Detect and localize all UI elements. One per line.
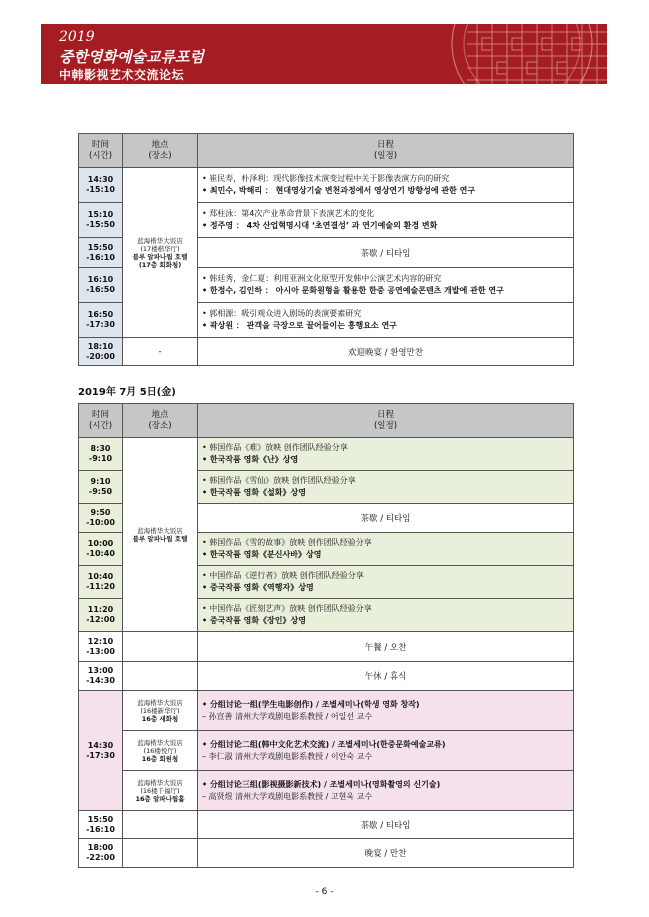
time-cell: 9:50 -10:00	[79, 504, 123, 533]
time-cell: 15:50 -16:10	[79, 811, 123, 839]
agenda-cell: • 分组讨论二组(韩中文化艺术交流) / 조별세미나(한중문화예술교류) – 李仁淑 清州大学戏剧电影系教授 / 이안숙 교수	[198, 731, 574, 771]
time-cell: 9:10 -9:50	[79, 471, 123, 504]
time-cell: 16:10 -16:50	[79, 268, 123, 303]
time-cell: 8:30 -9:10	[79, 438, 123, 471]
agenda-cell: • 崔民寿，朴泽利：现代影像技术演变过程中关于影像表演方向的研究 • 최민수, 박해리 ： 현대영상기술 변천과정에서 영상연기 방향성에 관한 연구	[198, 168, 574, 203]
schedule-table-day2	[78, 403, 574, 868]
agenda-cell: 茶歇 / 티타임	[198, 811, 574, 839]
agenda-cell: • 中国作品《匠刻艺声》放映 创作团队经验分享 • 중국작품 영화《장인》상영	[198, 599, 574, 632]
agenda-cell: 午餐 / 오찬	[198, 632, 574, 662]
table-row	[79, 771, 574, 811]
agenda-header: 日程 (일정)	[198, 134, 574, 168]
venue-cell: 蓝海楷华大饭店 (17楼楷华厅) 블루 알파나웜 호텔 (17층 회화청)	[123, 168, 198, 338]
time-cell: 18:00 -22:00	[79, 839, 123, 868]
date-heading: 2019年 7月 5日(金)	[78, 387, 176, 398]
agenda-cell: 茶歇 / 티타임	[198, 504, 574, 533]
venue-cell	[123, 632, 198, 662]
table-row	[79, 338, 574, 366]
banner	[41, 24, 607, 84]
agenda-cell: 茶歇 / 티타임	[198, 238, 574, 268]
table-row	[79, 438, 574, 471]
venue-cell: 蓝海楷华大饭店 (16楼新华厅) 16층 새화청	[123, 691, 198, 731]
schedule-table-day1	[78, 133, 574, 366]
agenda-cell: • 韩国作品《雪仙》放映 创作团队经验分享 • 한국작품 영화《설화》상영	[198, 471, 574, 504]
venue-cell: 蓝海楷华大饭店 블루 알파나웜 호텔	[123, 438, 198, 632]
table-row	[79, 632, 574, 662]
agenda-cell: • 分组讨论一组(学生电影创作) / 조별세미나(학생 영화 창작) – 孙宣善 清州大学戏剧电影系教授 / 어일선 교수	[198, 691, 574, 731]
venue-cell: -	[123, 338, 198, 366]
banner-year: 2019	[59, 29, 95, 45]
agenda-cell: • 韩廷秀，金仁夏：利用亚洲文化原型开发韩中公演艺术内容的研究 • 한정수, 김인하 ： 아시아 문화원형을 활용한 한중 공연예술콘텐츠 개발에 관한 연구	[198, 268, 574, 303]
time-cell: 11:20 -12:00	[79, 599, 123, 632]
lattice-pattern-icon	[447, 24, 607, 84]
table-header-row	[79, 404, 574, 438]
banner-title-chinese: 中韩影视艺术交流论坛	[59, 68, 185, 82]
venue-header: 地点 (장소)	[123, 134, 198, 168]
venue-cell	[123, 662, 198, 691]
agenda-cell: 午休 / 휴식	[198, 662, 574, 691]
time-header: 时间 (시간)	[79, 134, 123, 168]
time-header: 时间 (시간)	[79, 404, 123, 438]
agenda-cell: • 韩国作品《雪的故事》放映 创作团队经验分享 • 한국작품 영화《분신사바》상영	[198, 533, 574, 566]
table-header-row	[79, 134, 574, 168]
agenda-cell: • 中国作品《逆行者》放映 创作团队经验分享 • 중국작품 영화《역행자》상영	[198, 566, 574, 599]
agenda-cell: • 郑柱泳：第4次产业革命背景下表演艺术的变化 • 정주영 ： 4차 산업혁명시대 ‘초연결성’ 과 연기예술의 환경 변화	[198, 203, 574, 238]
table-row	[79, 168, 574, 203]
banner-title-korean: 중한영화예술교류포럼	[59, 48, 204, 66]
venue-cell: 蓝海楷华大饭店 (16楼悦厅) 16층 회원청	[123, 731, 198, 771]
agenda-cell: • 韩国作品《难》放映 创作团队经验分享 • 한국작품 영화《난》상영	[198, 438, 574, 471]
time-cell: 10:00 -10:40	[79, 533, 123, 566]
time-cell: 14:30 -15:10	[79, 168, 123, 203]
table-row	[79, 731, 574, 771]
time-cell: 18:10 -20:00	[79, 338, 123, 366]
agenda-cell: 晚宴 / 만찬	[198, 839, 574, 868]
time-cell: 13:00 -14:30	[79, 662, 123, 691]
table-row	[79, 691, 574, 731]
venue-header: 地点 (장소)	[123, 404, 198, 438]
time-cell: 15:50 -16:10	[79, 238, 123, 268]
time-cell: 14:30 -17:30	[79, 691, 123, 811]
table-row	[79, 839, 574, 868]
agenda-cell: 欢迎晚宴 / 환영만찬	[198, 338, 574, 366]
table-row	[79, 662, 574, 691]
agenda-cell: • 郭相源：吸引观众进入剧场的表演要素研究 • 곽상원 ： 관객을 극장으로 끌어들이는 흥행요소 연구	[198, 303, 574, 338]
agenda-cell: • 分组讨论三组(影视摄影新技术) / 조별세미나(영화촬영의 신기술) – 高贤煜 清州大学戏剧电影系教授 / 고현욱 교수	[198, 771, 574, 811]
venue-cell: 蓝海楷华大饭店 (16楼千福厅) 16층 알파나웜홀	[123, 771, 198, 811]
venue-cell	[123, 839, 198, 868]
table-row	[79, 811, 574, 839]
time-cell: 10:40 -11:20	[79, 566, 123, 599]
page-number: - 6 -	[315, 887, 334, 897]
time-cell: 12:10 -13:00	[79, 632, 123, 662]
venue-cell	[123, 811, 198, 839]
time-cell: 16:50 -17:30	[79, 303, 123, 338]
time-cell: 15:10 -15:50	[79, 203, 123, 238]
agenda-header: 日程 (일정)	[198, 404, 574, 438]
